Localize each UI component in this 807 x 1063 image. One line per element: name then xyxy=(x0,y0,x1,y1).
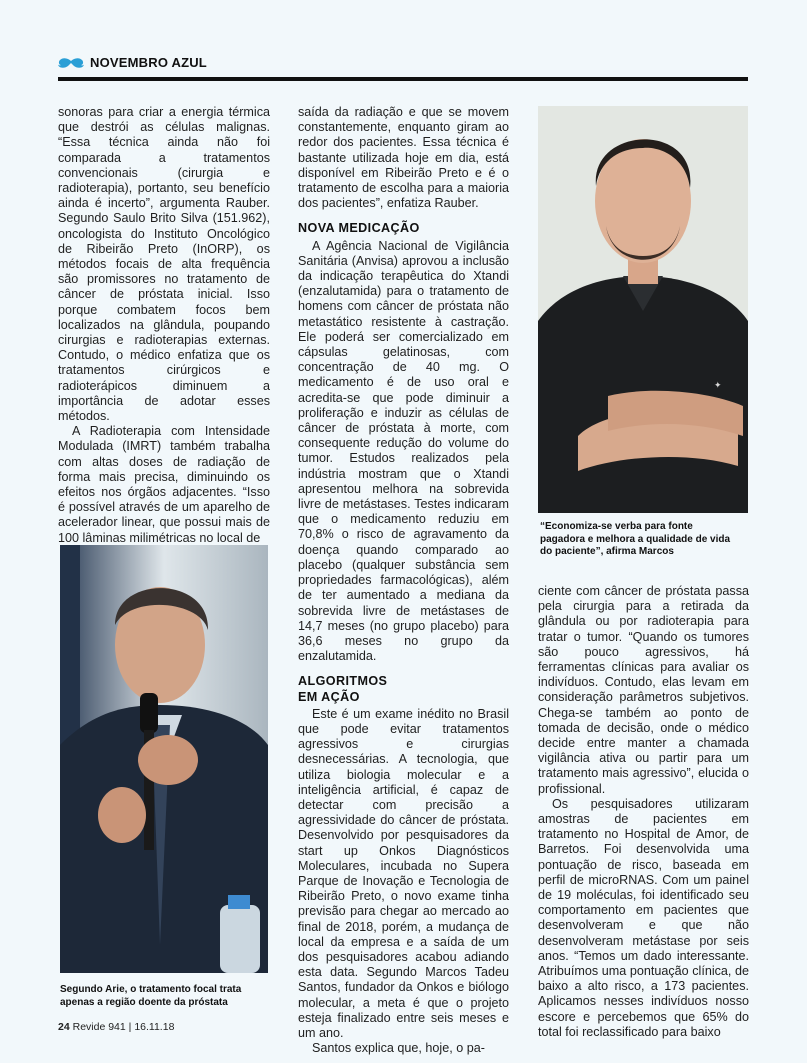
mustache-icon xyxy=(58,57,84,69)
svg-text:✦: ✦ xyxy=(714,381,722,391)
paragraph: Santos explica que, hoje, o pa- xyxy=(312,1041,485,1056)
header-rule xyxy=(58,77,748,81)
publication-name: Revide 941 xyxy=(72,1021,126,1033)
page-footer xyxy=(58,1021,174,1033)
footer-separator: | xyxy=(128,1021,132,1033)
subheading: ALGORITMOS xyxy=(298,674,388,689)
speaker-illustration xyxy=(60,545,268,973)
paragraph: Os pesquisadores utilizaram amostras de pacientes em tratamento no Hospital de Amor, de Barretos. Foi desenvolvida uma pontuação de risco, baseada em perfil de microRNAS. Com um painel de 19 moléculas, foi identificado seu comportamento em pacientes que desenvolveram e que não desenvolveram metástase por seis anos. “Temos um dado interessante. Atribuímos uma pontuação clínica, de baixo a alto risco, a 173 pacientes. Aplicamos nesses indivíduos nosso escore e percebemos que 65% do total foi reclassificado para baixo xyxy=(538,796,749,1039)
page-number: 24 xyxy=(58,1021,70,1033)
photo-speaker-microphone xyxy=(60,545,268,973)
paragraph: A Agência Nacional de Vigilância Sanitária (Anvisa) aprovou a inclusão da indicação terapêutica do Xtandi (enzalutamida) para o tratamento de homens com câncer de próstata não metastático resistente à castração. Ele poderá ser comercializado em cápsulas gelatinosas, com concentração de 40 mg. O medicamento é de uso oral e acredita-se que pode diminuir a proliferação e induzir as células de câncer de próstata à morte, com consequente redução do volume do tumor. Estudos realizados pela indústria mostram que o Xtandi apresentou melhora na sobrevida livre de metástases. Testes indicaram que o medicamento reduziu em 70,8% o risco de agravamento da doença quando comparado ao placebo (qualquer substância sem propriedades farmacológicas), além de ter aumentado a mediana da sobrevida livre de metástases de 14,7 meses (no grupo placebo) para 36,6 meses no grupo da enzalutamida. xyxy=(298,238,509,664)
photo-caption: “Economiza-se verba para fonte pagadora e melhora a qualidade de vida do paciente”, afirma Marcos xyxy=(540,521,731,557)
paragraph: Este é um exame inédito no Brasil que pode evitar tratamentos agressivos e cirurgias desnecessárias. A tecnologia, que utiliza biologia molecular e a inteligência artificial, é capaz de detectar com precisão a agressividade do câncer de próstata. Desenvolvido por pesquisadores da start up Onkos Diagnósticos Moleculares, incubada no Supera Parque de Inovação e Tecnologia de Ribeirão Preto, o novo exame tinha previsão para chegar ao mercado ao final de 2018, porém, a mudança de local da empresa e a saída de um dos pesquisadores acabou adiando esta data. Segundo Marcos Tadeu Santos, fundador da Onkos e biólogo molecular, a meta é que o projeto esteja finalizado entre seis meses e um ano. xyxy=(298,706,509,1040)
subheading: EM AÇÃO xyxy=(298,689,360,704)
article-column-2 xyxy=(298,105,509,1056)
photo-caption: Segundo Arie, o tratamento focal trata apenas a região doente da próstata xyxy=(60,984,242,1008)
publication-date: 16.11.18 xyxy=(134,1021,175,1033)
article-column-1 xyxy=(58,105,270,546)
article-column-3 xyxy=(538,584,749,1040)
paragraph: sonoras para criar a energia térmica que destrói as células malignas. “Essa técnica ainda não foi comparada a tratamentos convencionais (cirurgia e radioterapia), portanto, seu benefício ainda é incerto”, argumenta Rauber. Segundo Saulo Brito Silva (151.962), oncologista do Instituto Oncológico de Ribeirão Preto (InORP), os métodos focais de alta frequência são promissores no tratamento de câncer de próstata inicial. Isso porque combatem focos bem localizados na glândula, poupando cirurgias e radioterapias externas. Contudo, o médico enfatiza que os tratamentos cirúrgicos e radioterápicos diminuem a importância de adotar esses métodos. xyxy=(58,105,270,424)
portrait-illustration xyxy=(538,106,748,513)
page-header xyxy=(58,54,748,82)
subheading: NOVA MEDICAÇÃO xyxy=(298,221,420,236)
paragraph: ciente com câncer de próstata passa pela cirurgia para a retirada da glândula ou por radioterapia para tratar o tumor. “Quando os tumores são pouco agressivos, há ferramentas clínicas para avaliar os indivíduos. Contudo, elas levam em consideração parâmetros subjetivos. Chega-se também ao ponto de tomada de decisão, onde o médico decide entre manter a chamada vigilância ativa ou partir para um tratamento mais agressivo”, elucida o profissional. xyxy=(538,584,749,796)
paragraph: A Radioterapia com Intensidade Modulada (IMRT) também trabalha com altas doses de radiação de forma mais precisa, diminuindo os efeitos nos órgãos adjacentes. “Isso é possível através de um aparelho de acelerador linear, que possui mais de 100 lâminas milimétricas no local de xyxy=(58,424,270,545)
section-label: NOVEMBRO AZUL xyxy=(90,55,207,70)
paragraph: saída da radiação e que se movem constantemente, enquanto giram ao redor dos pacientes. Essa técnica é bastante utilizada hoje em dia, está disponível em Ribeirão Preto e é o tratamento de escolha para a maioria dos pacientes”, enfatiza Rauber. xyxy=(298,105,509,211)
photo-portrait-man xyxy=(538,106,748,513)
